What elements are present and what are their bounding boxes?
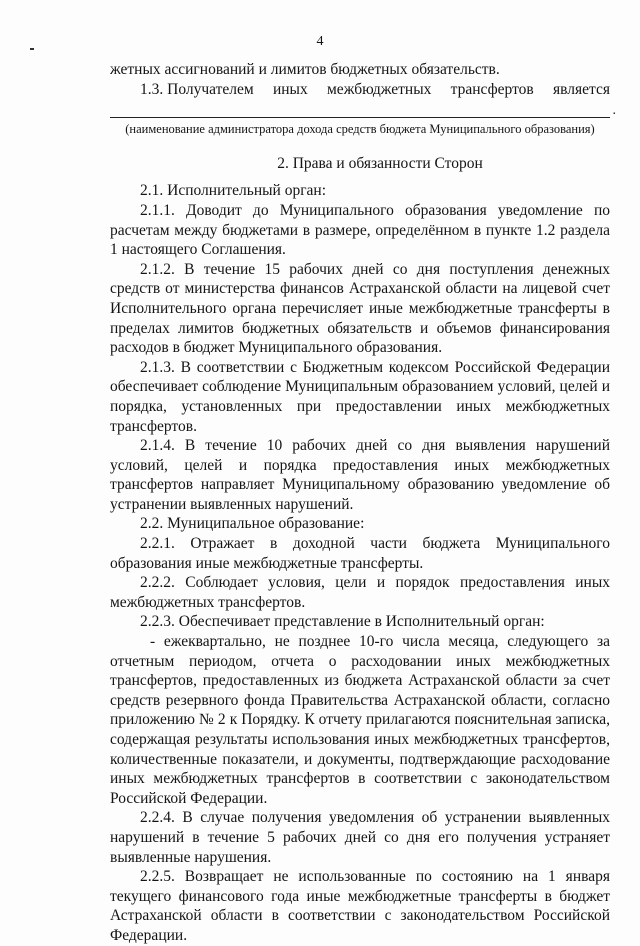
paragraph-2-2-2: 2.2.2. Соблюдает условия, цели и порядок предоставления иных межбюджетных трансфертов. <box>110 574 610 611</box>
recipient-blank-field: . <box>110 101 610 118</box>
paragraph-2-1-4: 2.1.4. В течение 10 рабочих дней со дня выявления нарушений условий, целей и порядка предоставления иных межбюджетных трансфертов направляет Муниципальному образованию уведомление об устранении выявленных нарушений. <box>110 437 610 513</box>
page-number: 4 <box>316 34 324 49</box>
paragraph-2-2-1: 2.2.1. Отражает в доходной части бюджета Муниципального образования иные межбюджетные трансферты. <box>110 535 610 572</box>
intro-line: жетных ассигнований и лимитов бюджетных обязательств. <box>110 61 500 78</box>
margin-mark <box>30 48 34 50</box>
clause-1-3-word: иных <box>272 80 308 98</box>
paragraph-2-2-4: 2.2.4. В случае получения уведомления об устранении выявленных нарушений в течение 5 рабочих дней со дня его получения устраняет выявленные нарушения. <box>110 809 610 866</box>
clause-1-3 <box>110 80 610 100</box>
clause-1-3-word: является <box>553 80 610 98</box>
section-title: 2. Права и обязанности Сторон <box>277 154 483 172</box>
clause-1-3-word: межбюджетных <box>327 80 432 98</box>
paragraph-2-1-1: 2.1.1. Доводит до Муниципального образования уведомление по расчетам между бюджетами в размере, определённом в пункте 1.2 раздела 1 настоящего Соглашения. <box>110 201 610 259</box>
paragraph-2-1: 2.1. Исполнительный орган: <box>140 182 327 200</box>
paragraph-2-2-3-item: - ежеквартально, не позднее 10-го числа месяца, следующего за отчетным периодом, отчета о расходовании иных межбюджетных трансфертов, предоставленных из бюджета Астраханской области за счет средств резервного фонда Правительства Астраханской области, согласно приложению № 2 к Порядку. К отчету прилагаются пояснительная записка, содержащая результаты использования иных межбюджетных трансфертов, количественные показатели, и документы, подтверждающие расходование иных межбюджетных трансфертов в соответствии с законодательством Российской Федерации. <box>110 633 610 807</box>
paragraph-2-1-2: 2.1.2. В течение 15 рабочих дней со дня поступления денежных средств от министерства финансов Астраханской области на лицевой счет Исполнительного органа перечисляет иные межбюджетные трансферты в пределах лимитов бюджетных обязательств и объемов финансирования расходов в бюджет Муниципального образования. <box>110 260 610 357</box>
paragraph-2-2-3: 2.2.3. Обеспечивает представление в Исполнительный орган: <box>140 613 545 631</box>
clause-1-3-word: трансфертов <box>450 80 534 98</box>
paragraph-2-2-5: 2.2.5. Возвращает не использованные по состоянию на 1 января текущего финансового года иные межбюджетные трансферты в бюджет Астраханской области в соответствии с законодательством Российской Федерации. <box>110 868 610 944</box>
paragraph-2-2: 2.2. Муниципальное образование: <box>140 515 365 533</box>
clause-1-3-word: 1.3. Получателем <box>140 80 254 98</box>
document-body <box>110 60 616 946</box>
paragraph-2-1-3: 2.1.3. В соответствии с Бюджетным кодексом Российской Федерации обеспечивает соблюдение Муниципальным образованием условий, целей и порядка, установленных при предоставлении иных межбюджетных трансфертов. <box>110 358 610 435</box>
recipient-caption: (наименование администратора дохода средств бюджета Муниципального образования) <box>125 122 595 137</box>
